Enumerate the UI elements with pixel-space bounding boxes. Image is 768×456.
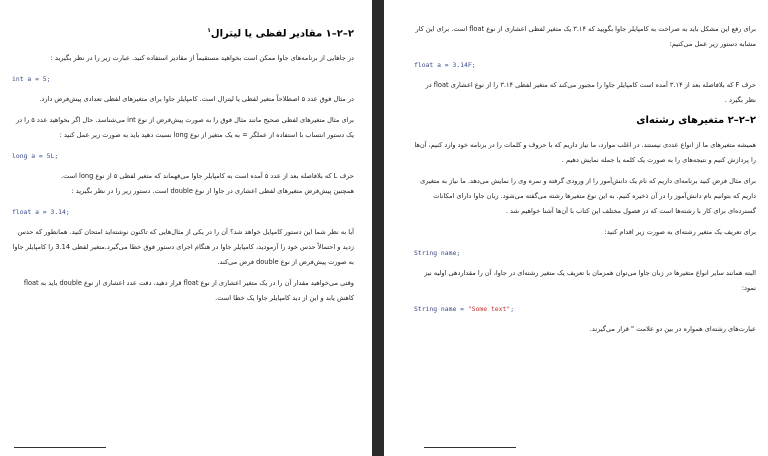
code-line: float a = 3.14F; xyxy=(414,61,476,69)
paragraph: همچنین پیش‌فرض متغیرهای لفظی اعشاری در جاوا از نوع double است. دستور زیر را در نظر بگیرید : xyxy=(71,187,354,196)
paragraph: در جاهایی از برنامه‌های جاوا ممکن است بخواهید مستقیماً از مقادیر استفاده کنید. عبارت زیر را در نظر بگیرید : xyxy=(50,54,354,63)
paragraph: وقتی می‌خواهید مقدار آن را در یک متغیر اعشاری از نوع float قرار دهید، دقت عدد اعشاری از نوع double باید به float کاهش یابد و این از دید کامپایلر جاوا یک خطا است. xyxy=(23,279,354,303)
section-heading-literals xyxy=(12,24,354,41)
code-line-init xyxy=(414,303,756,315)
code-line: String name; xyxy=(414,249,461,257)
code-line: int a = 5; xyxy=(12,75,51,84)
code-line: float a = 3.14; xyxy=(12,208,70,217)
footnote-divider xyxy=(14,447,106,448)
footnote-divider xyxy=(424,447,516,448)
paragraph: حرف L که بلافاصله بعد از عدد ۵ آمده است به کامپایلر جاوا می‌فهماند که متغیر لفظی ۵ از نوع long است. xyxy=(61,172,354,181)
code-line: long a = 5L; xyxy=(12,152,59,161)
left-page-content xyxy=(0,0,372,456)
paragraph: حرف F که بلافاصله بعد از ۳.۱۴ آمده است کامپایلر جاوا را مجبور می‌کند که متغیر لفظی ۳.۱۴ را از نوع اعشاری float در نظر بگیرد . xyxy=(425,81,756,104)
paragraph: عبارت‌های رشته‌ای همواره در بین دو علامت " قرار می‌گیرند. xyxy=(589,325,756,333)
paragraph: برای تعریف یک متغیر رشته‌ای به صورت زیر اقدام کنید: xyxy=(604,228,756,236)
right-page-content xyxy=(384,0,768,456)
left-book-page xyxy=(0,0,372,456)
paragraph: برای مثال متغیرهای لفظی صحیح مانند مثال فوق را به صورت پیش‌فرض از نوع int می‌شناسد. حال اگر بخواهید عدد ۵ را در یک دستور انتساب با استفاده از عملگر = به یک متغیر از نوع long نسبت دهید باید به صورت زیر عمل کنید : xyxy=(15,116,354,140)
paragraph: در مثال فوق عدد ۵ اصطلاحاً متغیر لفظی یا لیترال است. کامپایلر جاوا برای متغیرهای لفظی تعدادی پیش‌فرض دارد. xyxy=(39,95,354,104)
paragraph: برای رفع این مشکل باید به صراحت به کامپایلر جاوا بگویید که ۳.۱۴ یک متغیر لفظی اعشاری از نوع float است. برای این کار مشابه دستور زیر عمل می‌کنیم: xyxy=(415,25,756,48)
paragraph: آیا به نظر شما این دستور کامپایل خواهد شد؟ آن را در یکی از مثال‌هایی که تاکنون نوشته‌اید امتحان کنید. همانطور که حدس زدید و احتمالاً حدس خود را آزمودید، کامپایلر جاوا در هنگام اجرای دستور فوق خطا می‌گیرد.متغیر لفظی 3.14 را کامپایلر جاوا به صورت پیش‌فرض از نوع double فرض می‌کند. xyxy=(12,228,354,267)
book-spine xyxy=(372,0,384,456)
heading-text: ۲–۲–۱ مقادیر لفظی یا لیترال xyxy=(210,28,354,40)
section-heading-strings: ۲–۲–۲ متغیرهای رشته‌ای xyxy=(636,115,756,126)
right-book-page xyxy=(384,0,768,456)
paragraph: همیشه متغیرهای ما از انواع عددی نیستند. در اغلب موارد، ما نیاز داریم که با حروف و کلمات را در برنامه خود وارد کنیم، آن‌ها را پردازش کنیم و نتیجه‌های را به صورت یک کلمه یا جمله نمایش دهیم . xyxy=(414,141,756,164)
footnote-marker: ۱ xyxy=(207,27,211,34)
code-text: String name = xyxy=(414,305,468,313)
paragraph: برای مثال فرض کنید برنامه‌ای داریم که نام یک دانش‌آموز را از ورودی گرفته و نمره وی را نمایش می‌دهد. ما نیاز به متغیری داریم که بتوانیم نام دانش‌آموز را در آن ذخیره کنیم. به این نوع متغیرها رشته می‌گفته می‌شود. زبان جاوا دارای امکانات گسترده‌ای برای کار با رشته‌ها است که در فصول مختلف این کتاب با آن‌ها آشنا خواهیم شد . xyxy=(420,177,756,215)
code-text: ; xyxy=(510,305,515,313)
paragraph: البته همانند سایر انواع متغیرها در زبان جاوا می‌توان همزمان با تعریف یک متغیر رشته‌ای در جاوا، آن را مقداردهی اولیه نیز نمود: xyxy=(424,269,756,292)
code-string-literal: "Some text" xyxy=(467,305,511,313)
